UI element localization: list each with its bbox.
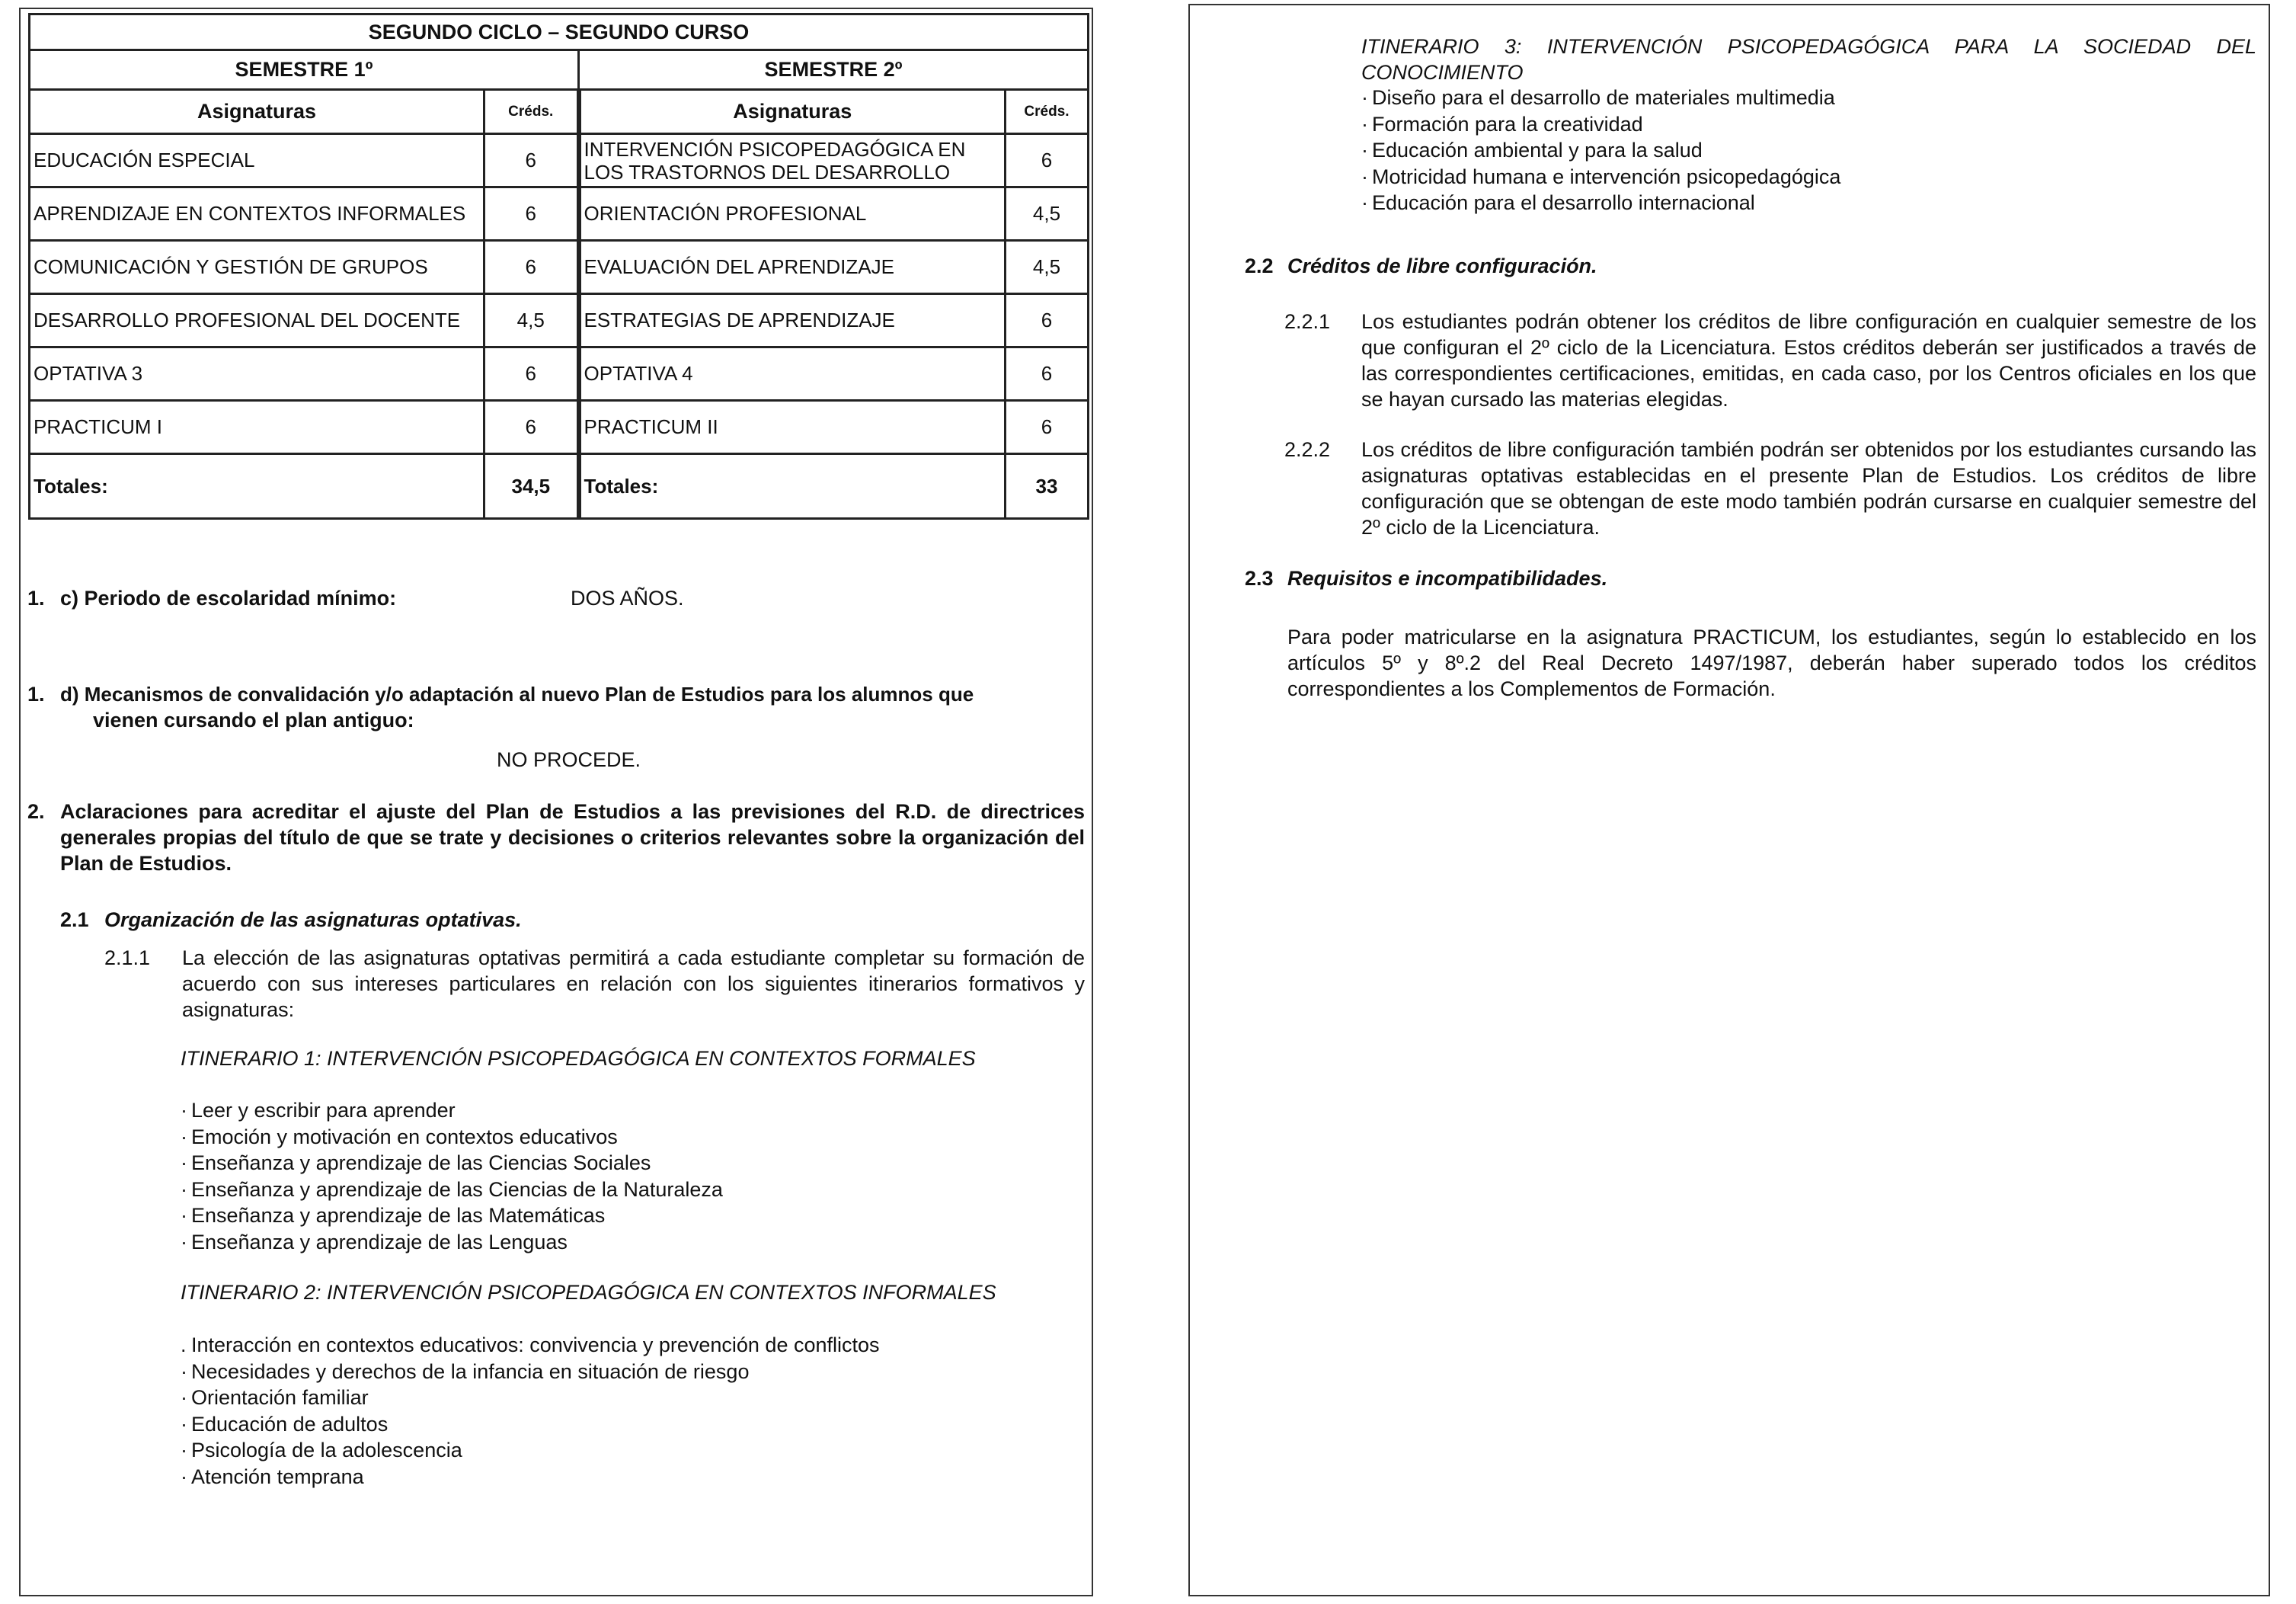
credits-sem1: 6	[484, 187, 579, 241]
section-2-1-1-number: 2.1.1	[104, 946, 151, 969]
section-1c-value: DOS AÑOS.	[571, 587, 684, 610]
list-item: · Enseñanza y aprendizaje de las Ciencias Sociales	[181, 1151, 651, 1174]
list-item: · Atención temprana	[181, 1465, 364, 1488]
list-item: · Enseñanza y aprendizaje de las Lenguas	[181, 1230, 568, 1253]
left-page	[19, 8, 1093, 1596]
section-1c-number: 1.	[27, 587, 45, 610]
section-2-text: Aclaraciones para acreditar el ajuste del Plan de Estudios a las previsiones del R.D. de directrices generales propias del título de que se trate y decisiones o criterios relevantes sobre la organización del Plan de Estudios.	[60, 800, 1085, 875]
subject-sem1: DESARROLLO PROFESIONAL DEL DOCENTE	[30, 294, 484, 347]
subject-sem2: ORIENTACIÓN PROFESIONAL	[579, 187, 1006, 241]
credits-sem1: 6	[484, 241, 579, 294]
subject-sem1: PRACTICUM I	[30, 401, 484, 454]
itinerary-2-list	[181, 1332, 880, 1490]
credits-sem2: 6	[1006, 134, 1089, 187]
credits-sem2: 6	[1006, 401, 1089, 454]
section-2-1-number: 2.1	[60, 908, 89, 931]
table-title-row	[30, 14, 1089, 50]
table-row	[30, 241, 1089, 294]
section-2-2-2-text: Los créditos de libre configuración también podrán ser obtenidos por los estudiantes cursando las asignaturas optativas establecidas en el presente Plan de Estudios. Los créditos de libre configuración que se obtengan de este modo también podrán cursarse en cualquier semestre del 2º ciclo de la Licenciatura.	[1361, 438, 2256, 539]
list-item: · Leer y escribir para aprender	[181, 1099, 456, 1122]
credits-sem2: 4,5	[1006, 187, 1089, 241]
list-item: · Educación de adultos	[181, 1412, 389, 1436]
col-subject-2: Asignaturas	[579, 90, 1006, 134]
col-credits-1: Créds.	[484, 90, 579, 134]
subject-sem2-line1: INTERVENCIÓN PSICOPEDAGÓGICA EN	[584, 137, 966, 161]
list-item: · Orientación familiar	[181, 1386, 369, 1409]
section-1d-line2: vienen cursando el plan antiguo:	[93, 709, 414, 732]
section-2-2-number: 2.2	[1245, 255, 1274, 277]
section-1c-label: c) Periodo de escolaridad mínimo:	[60, 587, 397, 610]
subject-sem1: APRENDIZAJE EN CONTEXTOS INFORMALES	[30, 187, 484, 241]
totals-label-sem1: Totales:	[30, 454, 484, 519]
subject-sem2: EVALUACIÓN DEL APRENDIZAJE	[579, 241, 1006, 294]
section-2-1-title: Organización de las asignaturas optativas.	[104, 908, 522, 931]
semester-row	[30, 50, 1089, 90]
section-2-2-title: Créditos de libre configuración.	[1287, 255, 1597, 277]
credits-sem2: 6	[1006, 294, 1089, 347]
list-item: · Educación para el desarrollo internacional	[1361, 191, 1755, 214]
table-row	[30, 134, 1089, 187]
credits-sem1: 4,5	[484, 294, 579, 347]
table-title: SEGUNDO CICLO – SEGUNDO CURSO	[30, 14, 1089, 50]
subject-sem2: PRACTICUM II	[579, 401, 1006, 454]
subject-sem2: OPTATIVA 4	[579, 347, 1006, 401]
col-credits-2: Créds.	[1006, 90, 1089, 134]
credits-sem2: 4,5	[1006, 241, 1089, 294]
list-item: · Motricidad humana e intervención psicopedagógica	[1361, 165, 1841, 188]
itinerary-3-list	[1361, 85, 1840, 216]
totals-label-sem2: Totales:	[579, 454, 1006, 519]
section-2-3-text: Para poder matricularse en la asignatura PRACTICUM, los estudiantes, según lo establecido en los artículos 5º y 8º.2 del Real Decreto 1497/1987, deberán haber superado todos los créditos correspondientes a los Complementos de Formación.	[1287, 626, 2256, 700]
total-credits-sem1: 34,5	[484, 454, 579, 519]
credits-sem1: 6	[484, 134, 579, 187]
section-2-2-2-number: 2.2.2	[1284, 438, 1331, 461]
total-credits-sem2: 33	[1006, 454, 1089, 519]
table-row	[30, 294, 1089, 347]
section-2-2-1-text: Los estudiantes podrán obtener los créditos de libre configuración en cualquier semestre de los que configuran el 2º ciclo de la Licenciatura. Estos créditos deberán ser justificados a través de las correspondientes certificaciones, emitidas, en cada caso, por los Centros oficiales en los que se hayan cursado las materias elegidas.	[1361, 310, 2256, 411]
semester-1-heading: SEMESTRE 1º	[30, 50, 579, 90]
section-2-2-1-number: 2.2.1	[1284, 310, 1331, 333]
table-row	[30, 347, 1089, 401]
credits-sem1: 6	[484, 347, 579, 401]
credits-sem1: 6	[484, 401, 579, 454]
table-row	[30, 401, 1089, 454]
subject-sem1: EDUCACIÓN ESPECIAL	[30, 134, 484, 187]
list-item: · Emoción y motivación en contextos educativos	[181, 1125, 618, 1148]
itinerary-3-title: ITINERARIO 3: INTERVENCIÓN PSICOPEDAGÓGICA PARA LA SOCIEDAD DEL CONOCIMIENTO	[1361, 35, 2256, 84]
list-item: · Formación para la creatividad	[1361, 112, 1643, 136]
subject-sem1: OPTATIVA 3	[30, 347, 484, 401]
credits-sem2: 6	[1006, 347, 1089, 401]
list-item: · Psicología de la adolescencia	[181, 1439, 462, 1462]
section-2-3-number: 2.3	[1245, 567, 1274, 590]
section-2-1-1-text: La elección de las asignaturas optativas permitirá a cada estudiante completar su formación de acuerdo con sus intereses particulares en relación con los siguientes itinerarios formativos y asignaturas:	[182, 946, 1085, 1021]
list-item: · Educación ambiental y para la salud	[1361, 139, 1703, 162]
itinerary-1-list	[181, 1097, 723, 1255]
subject-sem2	[579, 134, 1006, 187]
column-header-row	[30, 90, 1089, 134]
list-item: · Enseñanza y aprendizaje de las Matemáticas	[181, 1204, 606, 1227]
semester-2-heading: SEMESTRE 2º	[579, 50, 1089, 90]
curriculum-table	[28, 13, 1089, 520]
table-row	[30, 187, 1089, 241]
section-1d-number: 1.	[27, 683, 45, 706]
section-2-number: 2.	[27, 800, 45, 823]
list-item: . Interacción en contextos educativos: convivencia y prevención de conflictos	[181, 1333, 880, 1356]
section-1d-value: NO PROCEDE.	[497, 748, 641, 771]
totals-row	[30, 454, 1089, 519]
section-2-3-title: Requisitos e incompatibilidades.	[1287, 567, 1608, 590]
subject-sem2: ESTRATEGIAS DE APRENDIZAJE	[579, 294, 1006, 347]
section-1d-line1: d) Mecanismos de convalidación y/o adaptación al nuevo Plan de Estudios para los alumnos que	[60, 683, 974, 706]
list-item: · Enseñanza y aprendizaje de las Ciencias de la Naturaleza	[181, 1177, 723, 1201]
list-item: · Necesidades y derechos de la infancia en situación de riesgo	[181, 1359, 750, 1383]
list-item: · Diseño para el desarrollo de materiales multimedia	[1361, 86, 1835, 109]
subject-sem1: COMUNICACIÓN Y GESTIÓN DE GRUPOS	[30, 241, 484, 294]
col-subject-1: Asignaturas	[30, 90, 484, 134]
itinerary-2-title: ITINERARIO 2: INTERVENCIÓN PSICOPEDAGÓGICA EN CONTEXTOS INFORMALES	[181, 1281, 996, 1304]
subject-sem2-line2: LOS TRASTORNOS DEL DESARROLLO	[584, 160, 951, 184]
itinerary-1-title: ITINERARIO 1: INTERVENCIÓN PSICOPEDAGÓGICA EN CONTEXTOS FORMALES	[181, 1047, 976, 1070]
right-page	[1188, 4, 2270, 1596]
